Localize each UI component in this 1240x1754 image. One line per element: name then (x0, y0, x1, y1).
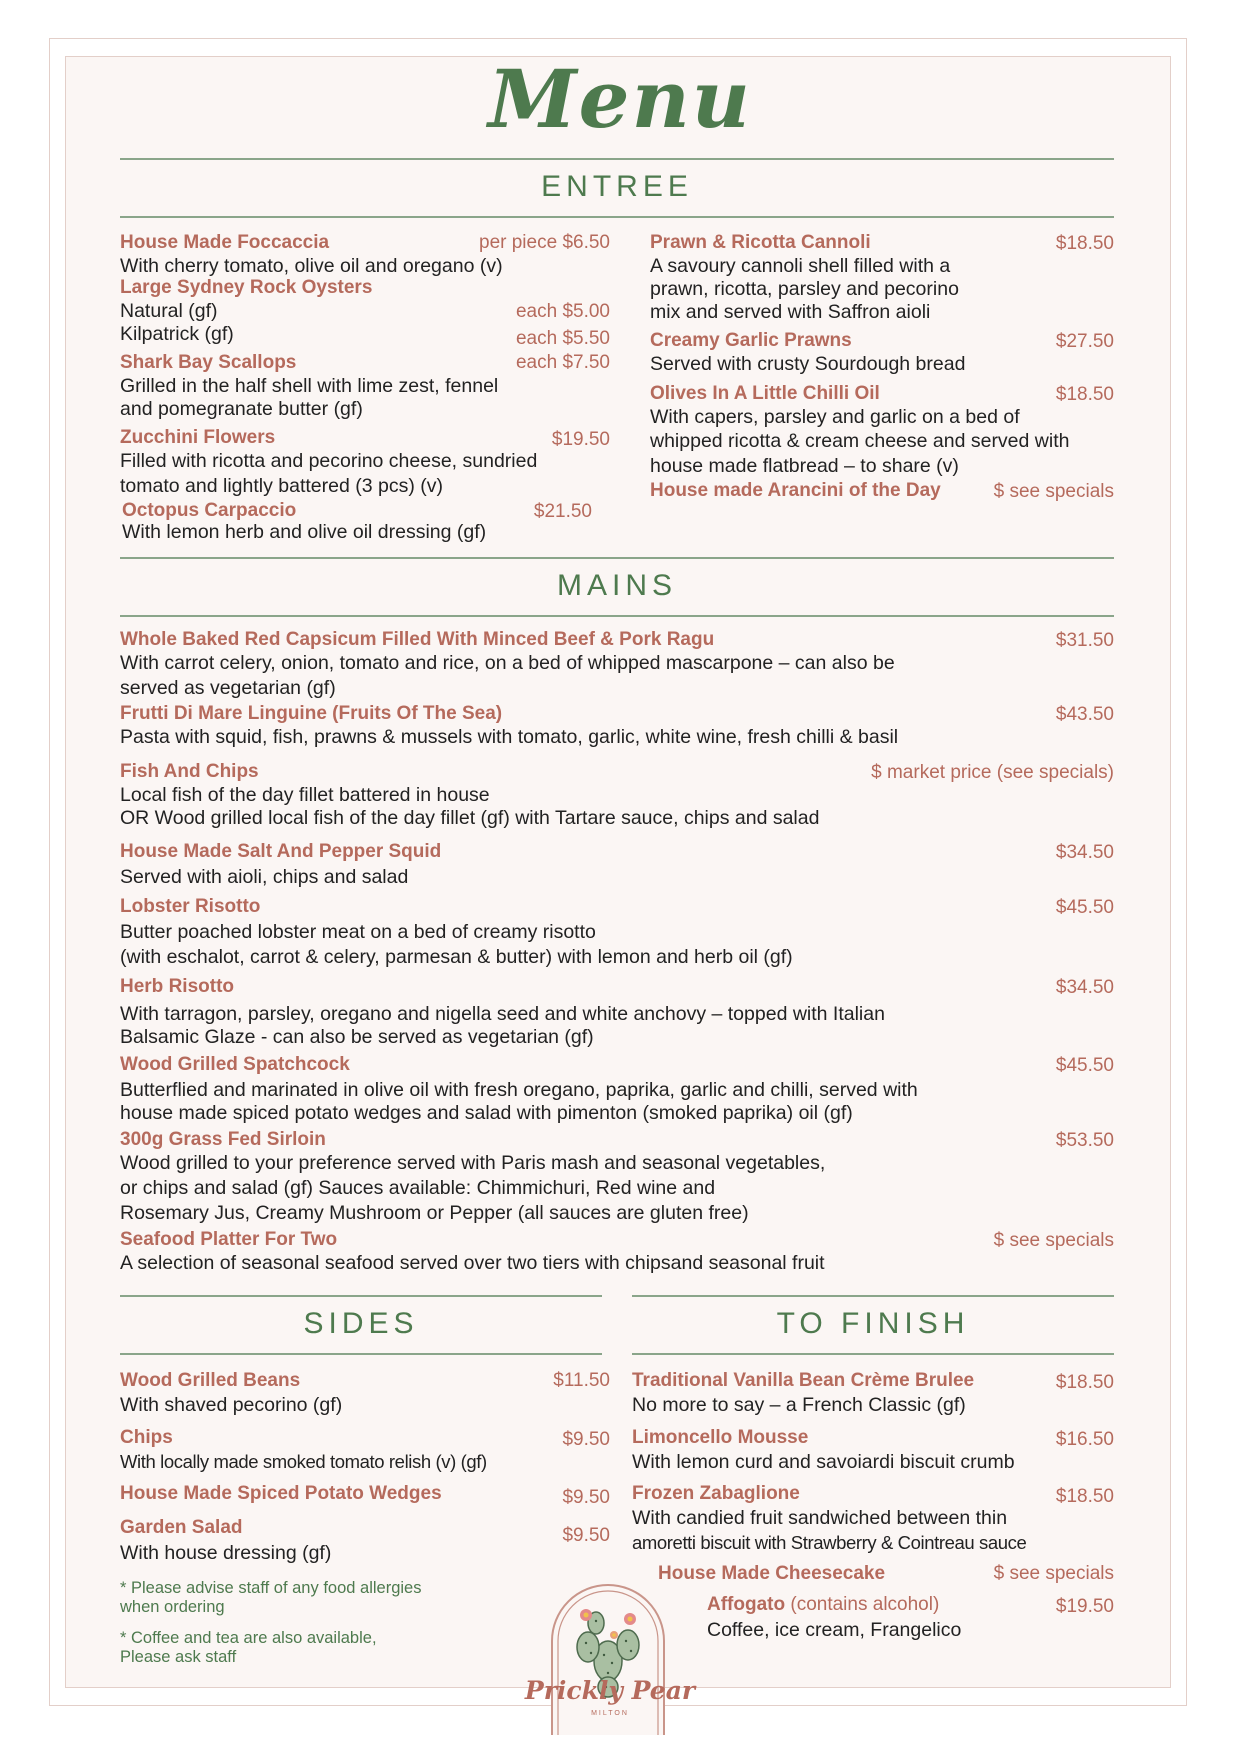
item-name: House Made Cheesecake (658, 1563, 886, 1584)
section-entree: ENTREE (541, 170, 693, 203)
item-desc: A savoury cannoli shell filled with a (650, 255, 951, 277)
allergy-note: when ordering (120, 1598, 225, 1616)
item-name: House made Arancini of the Day (650, 480, 941, 501)
item-desc: prawn, ricotta, parsley and pecorino (650, 278, 959, 300)
item-desc: With lemon curd and savoiardi biscuit crumb (632, 1451, 1015, 1473)
item-desc: Served with aioli, chips and salad (120, 866, 409, 888)
divider (632, 1353, 1114, 1355)
item-price: $18.50 (1055, 1372, 1114, 1393)
item-price: $ market price (see specials) (871, 762, 1114, 783)
item-desc: house made spiced potato wedges and salad with pimenton (smoked paprika) oil (gf) (120, 1102, 853, 1124)
item-price: $ see specials (993, 1563, 1114, 1584)
divider (120, 1295, 602, 1297)
divider (120, 557, 1114, 559)
item-name: Frozen Zabaglione (632, 1483, 800, 1504)
item-price: $18.50 (1055, 384, 1114, 405)
divider (632, 1295, 1114, 1297)
divider (120, 1353, 602, 1355)
item-desc: Rosemary Jus, Creamy Mushroom or Pepper (all sauces are gluten free) (120, 1202, 749, 1224)
item-name: Prawn & Ricotta Cannoli (650, 232, 871, 253)
item-desc: (with eschalot, carrot & celery, parmesan & butter) with lemon and herb oil (gf) (120, 946, 793, 968)
item-desc: Balsamic Glaze - can also be served as vegetarian (gf) (120, 1026, 594, 1048)
item-name: Herb Risotto (120, 976, 234, 997)
logo-subtext: MILTON (591, 1710, 629, 1717)
item-desc: Natural (gf) (120, 300, 218, 322)
item-desc: tomato and lightly battered (3 pcs) (v) (120, 475, 443, 497)
item-desc: Coffee, ice cream, Frangelico (707, 1619, 962, 1641)
item-desc: Butter poached lobster meat on a bed of creamy risotto (120, 921, 596, 943)
item-desc: Butterflied and marinated in olive oil with fresh oregano, paprika, garlic and chilli, served with (120, 1079, 918, 1101)
item-desc: whipped ricotta & cream cheese and served with (650, 430, 1070, 452)
item-desc: With tarragon, parsley, oregano and nigella seed and white anchovy – topped with Italian (120, 1003, 885, 1025)
item-price: $16.50 (1055, 1429, 1114, 1450)
item-price: $ see specials (993, 1230, 1114, 1251)
item-desc: With candied fruit sandwiched between thin (632, 1507, 1008, 1529)
item-price: $19.50 (1055, 1596, 1114, 1617)
coffee-note: Please ask staff (120, 1648, 237, 1666)
item-desc: Filled with ricotta and pecorino cheese, sundried (120, 450, 538, 472)
item-price: $9.50 (562, 1525, 610, 1546)
item-price: $34.50 (1055, 842, 1114, 863)
item-desc: With shaved pecorino (gf) (120, 1394, 343, 1416)
item-name (707, 1594, 939, 1616)
divider (120, 615, 1114, 617)
item-name: Large Sydney Rock Oysters (120, 277, 373, 298)
item-desc: amoretti biscuit with Strawberry & Cointreau sauce (632, 1532, 1027, 1553)
item-price: each $5.50 (515, 328, 610, 349)
item-price: $34.50 (1055, 977, 1114, 998)
item-price: $45.50 (1055, 897, 1114, 918)
item-name: Olives In A Little Chilli Oil (650, 383, 880, 404)
item-name: House Made Spiced Potato Wedges (120, 1483, 442, 1504)
item-desc: Served with crusty Sourdough bread (650, 353, 966, 375)
item-name: House Made Foccaccia (120, 232, 330, 253)
item-name: Whole Baked Red Capsicum Filled With Minced Beef & Pork Ragu (120, 629, 715, 650)
item-desc: With carrot celery, onion, tomato and rice, on a bed of whipped mascarpone – can also be (120, 652, 895, 674)
item-name: Frutti Di Mare Linguine (Fruits Of The Sea) (120, 703, 503, 724)
item-price: $19.50 (551, 429, 610, 450)
item-desc: Grilled in the half shell with lime zest, fennel (120, 375, 499, 397)
item-desc: and pomegranate butter (gf) (120, 398, 363, 420)
item-name: Creamy Garlic Prawns (650, 330, 852, 351)
item-desc: served as vegetarian (gf) (120, 677, 336, 699)
item-desc: or chips and salad (gf) Sauces available: Chimmichuri, Red wine and (120, 1177, 716, 1199)
section-to-finish: TO FINISH (776, 1307, 970, 1340)
alcohol-note: (contains alcohol) (785, 1594, 940, 1615)
item-price: per piece $6.50 (479, 232, 610, 253)
item-desc: Pasta with squid, fish, prawns & mussels with tomato, garlic, white wine, fresh chilli & basil (120, 726, 899, 748)
item-name: Zucchini Flowers (120, 427, 276, 448)
item-price: $18.50 (1055, 233, 1114, 254)
affogato-name: Affogato (707, 1594, 786, 1615)
item-name: Fish And Chips (120, 761, 259, 782)
item-desc: With capers, parsley and garlic on a bed of (650, 406, 1020, 428)
allergy-note: * Please advise staff of any food allergies (120, 1579, 422, 1597)
item-price: $ see specials (993, 481, 1114, 502)
item-desc: With cherry tomato, olive oil and oregano (v) (120, 255, 503, 277)
item-name: Lobster Risotto (120, 896, 261, 917)
item-price: $11.50 (553, 1370, 610, 1391)
item-name: Seafood Platter For Two (120, 1229, 338, 1250)
item-price: $27.50 (1055, 331, 1114, 352)
item-desc: Kilpatrick (gf) (120, 323, 234, 345)
logo-text: Prickly Pear (524, 1676, 696, 1705)
item-name: House Made Salt And Pepper Squid (120, 841, 442, 862)
item-name: Limoncello Mousse (632, 1427, 809, 1448)
divider (120, 158, 1114, 160)
divider (120, 216, 1114, 218)
item-price: $9.50 (562, 1487, 610, 1508)
item-desc: With lemon herb and olive oil dressing (gf) (122, 521, 487, 543)
item-name: Garden Salad (120, 1517, 243, 1538)
item-desc: house made flatbread – to share (v) (650, 455, 959, 477)
menu-title: Menu (488, 52, 752, 146)
item-desc: With locally made smoked tomato relish (v) (gf) (120, 1451, 487, 1472)
item-desc: Local fish of the day fillet battered in house (120, 784, 490, 806)
item-desc: A selection of seasonal seafood served over two tiers with chipsand seasonal fruit (120, 1252, 825, 1274)
item-price: $45.50 (1055, 1055, 1114, 1076)
item-name: 300g Grass Fed Sirloin (120, 1129, 326, 1150)
coffee-note: * Coffee and tea are also available, (120, 1629, 377, 1647)
item-desc: With house dressing (gf) (120, 1542, 332, 1564)
section-mains: MAINS (556, 569, 677, 602)
item-desc: mix and served with Saffron aioli (650, 301, 931, 323)
item-desc: Wood grilled to your preference served with Paris mash and seasonal vegetables, (120, 1152, 826, 1174)
item-price: $21.50 (533, 501, 592, 522)
item-price: $43.50 (1055, 704, 1114, 725)
item-name: Chips (120, 1427, 173, 1448)
item-name: Shark Bay Scallops (120, 352, 297, 373)
item-price: $9.50 (562, 1429, 610, 1450)
item-desc: OR Wood grilled local fish of the day fillet (gf) with Tartare sauce, chips and salad (120, 807, 820, 829)
item-price: $53.50 (1055, 1130, 1114, 1151)
item-price: $18.50 (1055, 1486, 1114, 1507)
item-name: Octopus Carpaccio (122, 500, 297, 521)
item-desc: No more to say – a French Classic (gf) (632, 1394, 966, 1416)
item-name: Traditional Vanilla Bean Crème Brulee (632, 1370, 975, 1391)
item-price: each $7.50 (515, 352, 610, 373)
section-sides: SIDES (303, 1307, 419, 1340)
item-name: Wood Grilled Beans (120, 1370, 301, 1391)
item-name: Wood Grilled Spatchcock (120, 1054, 350, 1075)
item-price: $31.50 (1055, 630, 1114, 651)
item-price: each $5.00 (515, 301, 610, 322)
